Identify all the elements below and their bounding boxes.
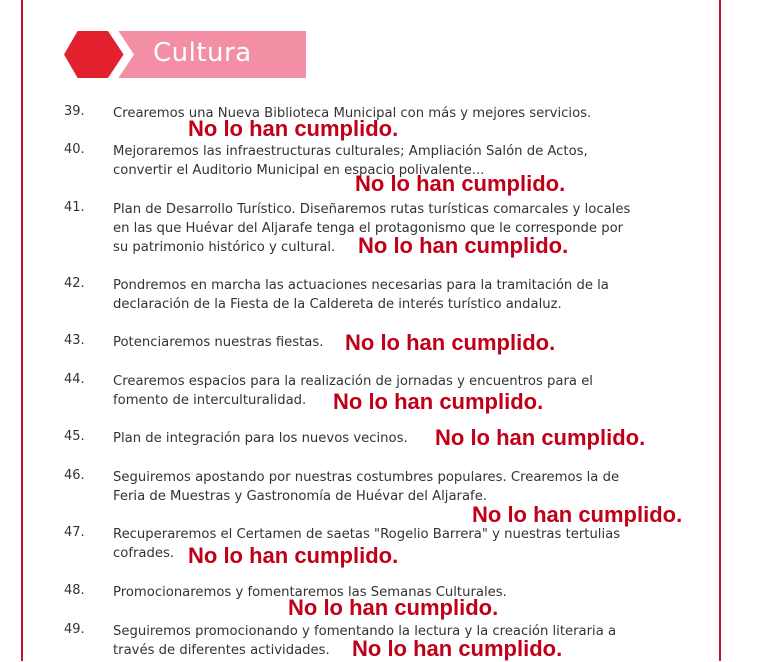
item-number: 39. [64, 104, 85, 119]
stamp-annotation: No lo han cumplido. [188, 116, 399, 141]
item-text: Plan de integración para los nuevos vecinos. [113, 431, 408, 446]
item-number: 43. [64, 333, 85, 348]
item-text: Seguiremos apostando por nuestras costumbres populares. Crearemos la de Feria de Muestras y Gastronomía de Huévar del Aljarafe. [113, 470, 620, 504]
item-text: Plan de Desarrollo Turístico. Diseñaremos rutas turísticas comarcales y locales en las que Huévar del Aljarafe tenga el protagonismo que le corresponde por su patrimonio histórico y cultural. [113, 202, 631, 255]
item-text: Promocionaremos y fomentaremos las Semanas Culturales. [113, 585, 507, 600]
item-text: Recuperaremos el Certamen de saetas "Rogelio Barrera" y nuestras tertulias cofrades. [113, 527, 621, 561]
item-text: Crearemos espacios para la realización de jornadas y encuentros para el fomento de interculturalidad. [113, 374, 593, 408]
item-number: 46. [64, 468, 85, 483]
stamp-annotation: No lo han cumplido. [188, 543, 399, 568]
item-number: 45. [64, 429, 85, 444]
stamp-annotation: No lo han cumplido. [355, 171, 566, 196]
item-number: 49. [64, 622, 85, 637]
section-title: Cultura [153, 38, 252, 68]
stamp-annotation: No lo han cumplido. [288, 595, 499, 620]
stamp-annotation: No lo han cumplido. [352, 636, 563, 661]
stamp-annotation: No lo han cumplido. [358, 233, 569, 258]
item-number: 44. [64, 372, 85, 387]
item-number: 42. [64, 276, 85, 291]
stamp-annotation: No lo han cumplido. [333, 389, 544, 414]
stamp-annotation: No lo han cumplido. [472, 502, 683, 527]
item-text: Crearemos una Nueva Biblioteca Municipal con más y mejores servicios. [113, 106, 592, 121]
item-number: 40. [64, 142, 85, 157]
item-number: 41. [64, 200, 85, 215]
stamp-annotation: No lo han cumplido. [345, 330, 556, 355]
item-text: Potenciaremos nuestras fiestas. [113, 335, 324, 350]
stamp-annotation: No lo han cumplido. [435, 425, 646, 450]
item-text: Seguiremos promocionando y fomentando la lectura y la creación literaria a través de diferentes actividades. [113, 624, 617, 658]
item-number: 48. [64, 583, 85, 598]
item-number: 47. [64, 525, 85, 540]
item-text: Mejoraremos las infraestructuras culturales; Ampliación Salón de Actos, convertir el Auditorio Municipal en espacio polivalente... [113, 144, 588, 178]
item-text: Pondremos en marcha las actuaciones necesarias para la tramitación de la declaración de la Fiesta de la Caldereta de interés turístico andaluz. [113, 278, 609, 312]
